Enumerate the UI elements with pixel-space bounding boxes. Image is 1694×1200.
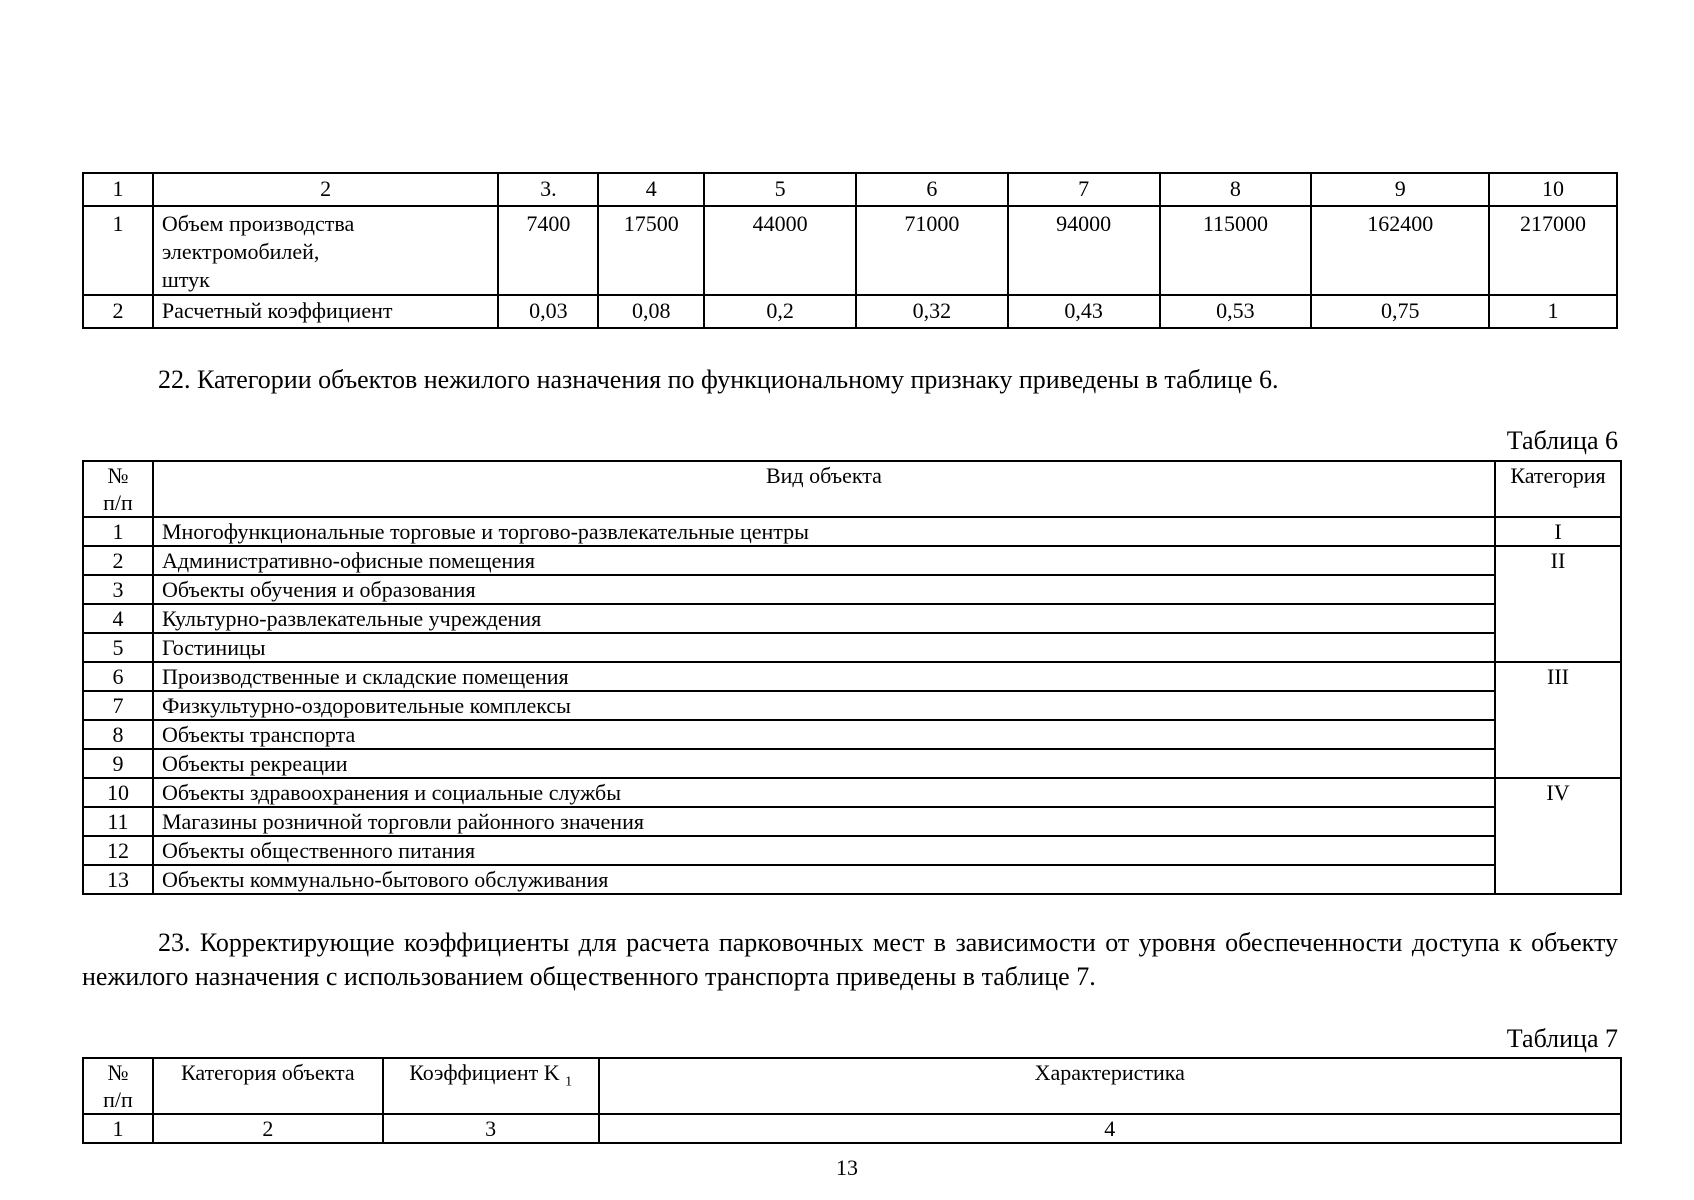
- header-object-category: Категория объекта: [153, 1058, 383, 1114]
- header-category: Категория: [1495, 461, 1621, 517]
- table-row: [83, 517, 1621, 546]
- value-cell: 162400: [1311, 206, 1489, 295]
- coefficient-label: Коэффициент K: [409, 1060, 560, 1085]
- page-number: 13: [836, 1155, 858, 1180]
- column-number: 5: [704, 173, 856, 206]
- object-type: Объекты коммунально-бытового обслуживания: [153, 865, 1495, 894]
- object-type: Производственные и складские помещения: [153, 662, 1495, 691]
- header-number-line: №: [107, 463, 129, 488]
- column-number: 7: [1008, 173, 1160, 206]
- value-cell: 7400: [498, 206, 598, 295]
- row-number: 8: [83, 720, 153, 749]
- row-number: 1: [83, 517, 153, 546]
- table-row: [83, 865, 1621, 894]
- row-label-line: электромобилей,: [161, 239, 320, 264]
- row-number: 2: [83, 546, 153, 575]
- table-row: [83, 778, 1621, 807]
- table-row: [83, 720, 1621, 749]
- table-row: [83, 206, 1617, 295]
- table-row: [83, 546, 1621, 575]
- value-cell: 0,03: [498, 295, 598, 328]
- row-label: [153, 206, 499, 295]
- table-row: [83, 1114, 1621, 1143]
- category-cell: III: [1495, 662, 1621, 778]
- value-cell: 94000: [1008, 206, 1160, 295]
- table-row: [83, 575, 1621, 604]
- row-label: Расчетный коэффициент: [153, 295, 499, 328]
- column-number: 2: [153, 1114, 383, 1143]
- header-characteristic: Характеристика: [599, 1058, 1621, 1114]
- value-cell: 115000: [1160, 206, 1312, 295]
- header-number-line: п/п: [103, 1087, 133, 1112]
- table-row: [83, 836, 1621, 865]
- row-number: 1: [83, 206, 153, 295]
- row-number: 6: [83, 662, 153, 691]
- categories-table: [82, 460, 1622, 895]
- row-number: 11: [83, 807, 153, 836]
- value-cell: 0,53: [1160, 295, 1312, 328]
- object-type: Объекты здравоохранения и социальные службы: [153, 778, 1495, 807]
- row-number: 3: [83, 575, 153, 604]
- table-row: [83, 691, 1621, 720]
- table-header-row: [83, 173, 1617, 206]
- table-header-row: [83, 1058, 1621, 1114]
- table-row: [83, 662, 1621, 691]
- value-cell: 217000: [1489, 206, 1617, 295]
- table-row: [83, 749, 1621, 778]
- row-number: 2: [83, 295, 153, 328]
- column-number: 4: [598, 173, 704, 206]
- column-number: 8: [1160, 173, 1312, 206]
- value-cell: 0,43: [1008, 295, 1160, 328]
- object-type: Административно-офисные помещения: [153, 546, 1495, 575]
- value-cell: 0,2: [704, 295, 856, 328]
- column-number: 6: [856, 173, 1008, 206]
- value-cell: 17500: [598, 206, 704, 295]
- row-number: 12: [83, 836, 153, 865]
- column-number: 1: [83, 173, 153, 206]
- table-row: [83, 807, 1621, 836]
- category-cell: I: [1495, 517, 1621, 546]
- row-number: 10: [83, 778, 153, 807]
- paragraph-23: 23. Корректирующие коэффициенты для расчета парковочных мест в зависимости от уровня обеспеченности доступа к объекту нежилого назначения с использованием общественного транспорта приведены в таблице 7.: [82, 928, 1618, 991]
- header-number: [83, 461, 153, 517]
- value-cell: 71000: [856, 206, 1008, 295]
- row-label-line: штук: [161, 267, 210, 292]
- value-cell: 0,08: [598, 295, 704, 328]
- correction-coefficients-table: [82, 1057, 1622, 1144]
- header-number-line: №: [107, 1060, 129, 1085]
- column-number: 9: [1311, 173, 1489, 206]
- object-type: Физкультурно-оздоровительные комплексы: [153, 691, 1495, 720]
- value-cell: 0,75: [1311, 295, 1489, 328]
- column-number: 10: [1489, 173, 1617, 206]
- row-number: 9: [83, 749, 153, 778]
- header-number-line: п/п: [103, 490, 133, 515]
- row-number: 13: [83, 865, 153, 894]
- object-type: Культурно-развлекательные учреждения: [153, 604, 1495, 633]
- column-number: 3: [383, 1114, 599, 1143]
- header-number: [83, 1058, 153, 1114]
- table-6-caption: Таблица 6: [1506, 426, 1618, 455]
- row-label-line: Объем производства: [161, 211, 355, 236]
- object-type: Многофункциональные торговые и торгово-развлекательные центры: [153, 517, 1495, 546]
- table-row: [83, 604, 1621, 633]
- coefficient-table: [82, 172, 1618, 329]
- value-cell: 1: [1489, 295, 1617, 328]
- table-header-row: [83, 461, 1621, 517]
- row-number: 5: [83, 633, 153, 662]
- coefficient-subscript: 1: [565, 1074, 573, 1090]
- object-type: Гостиницы: [153, 633, 1495, 662]
- value-cell: 44000: [704, 206, 856, 295]
- object-type: Магазины розничной торговли районного значения: [153, 807, 1495, 836]
- object-type: Объекты общественного питания: [153, 836, 1495, 865]
- column-number: 3.: [498, 173, 598, 206]
- header-coefficient: [383, 1058, 599, 1114]
- column-number: 4: [599, 1114, 1621, 1143]
- column-number: 2: [153, 173, 499, 206]
- row-number: 7: [83, 691, 153, 720]
- header-object-type: Вид объекта: [153, 461, 1495, 517]
- column-number: 1: [83, 1114, 153, 1143]
- object-type: Объекты транспорта: [153, 720, 1495, 749]
- row-number: 4: [83, 604, 153, 633]
- category-cell: II: [1495, 546, 1621, 662]
- table-row: [83, 295, 1617, 328]
- object-type: Объекты обучения и образования: [153, 575, 1495, 604]
- table-row: [83, 633, 1621, 662]
- paragraph-22: 22. Категории объектов нежилого назначения по функциональному признаку приведены в таблице 6.: [158, 365, 1279, 394]
- object-type: Объекты рекреации: [153, 749, 1495, 778]
- value-cell: 0,32: [856, 295, 1008, 328]
- category-cell: IV: [1495, 778, 1621, 894]
- table-7-caption: Таблица 7: [1506, 1024, 1618, 1053]
